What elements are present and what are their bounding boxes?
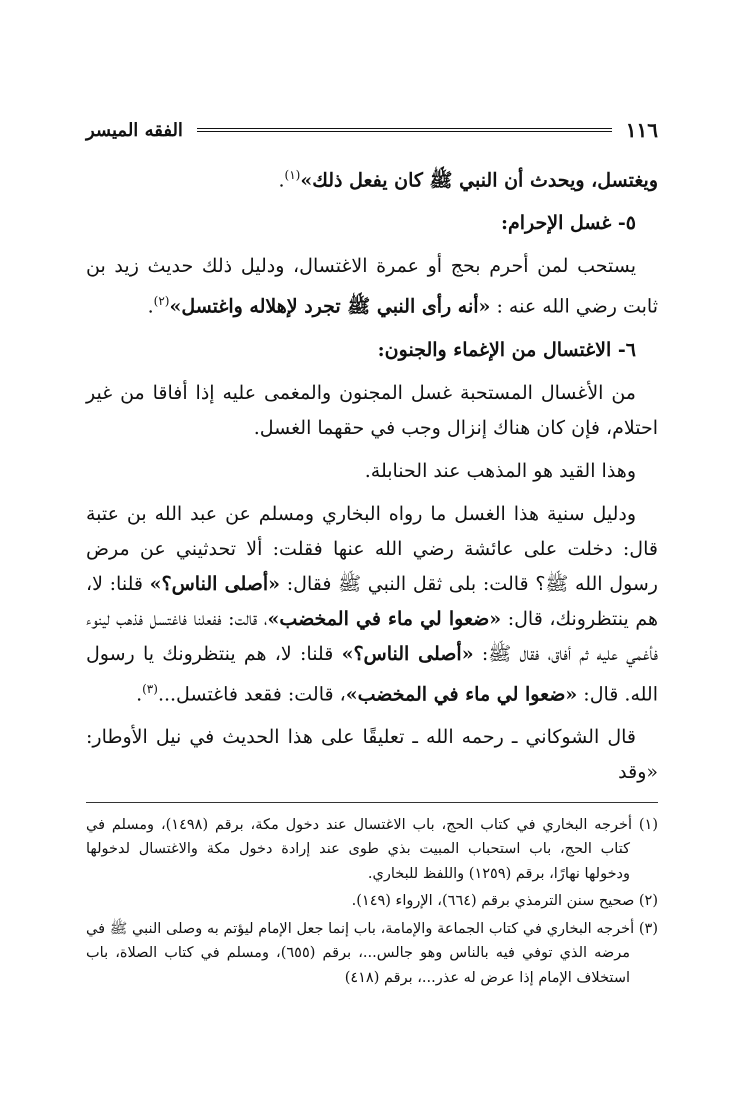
footnote-ref-1: (١) — [284, 168, 301, 182]
paragraph-2 — [86, 249, 658, 324]
period: . — [136, 682, 143, 705]
p5-part-a: ودليل سنية هذا الغسل ما رواه البخاري ومسلم عن عبد الله بن عتبة قال: دخلت على عائشة رضي الله عنها فقلت: ألا تحدثيني عن مرض رسول الله ﷺ؟ قالت: بلى ثقل النبي ﷺ فقال: — [86, 502, 658, 595]
period: . — [278, 169, 285, 192]
running-header — [86, 112, 658, 148]
footnote-separator — [86, 802, 658, 803]
p5-part-i: ، قالت: فقعد فاغتسل... — [157, 682, 346, 705]
main-text — [86, 158, 658, 790]
header-rule — [197, 128, 612, 132]
p5-part-e: ، قالت: ففعلنا فاغتسل فذهب لينوء فأغمي عليه ثم أفاق، فقال ﷺ: — [86, 607, 659, 665]
p5-part-c: قلنا: لا، هم ينتظرونك، قال: — [86, 572, 659, 630]
hadith-quote-1: ويغتسل، ويحدث أن النبي ﷺ كان يفعل ذلك» — [300, 169, 658, 192]
paragraph-3: من الأغسال المستحبة غسل المجنون والمغمى عليه إذا أفاقا من غير احتلام، فإن كان هناك إنزال وجب في حقهما الغسل. — [86, 381, 658, 439]
p5-part-g: قلنا: لا، هم ينتظرونك يا رسول الله. قال: — [86, 642, 658, 705]
paragraph-4: وهذا القيد هو المذهب عند الحنابلة. — [364, 459, 636, 482]
hadith-quote-2: «أنه رأى النبي ﷺ تجرد لإهلاله واغتسل» — [169, 295, 491, 318]
footnote-ref-2: (٢) — [153, 294, 170, 309]
paragraph-1 — [86, 158, 658, 198]
hadith-quote-3: «أصلى الناس؟» — [149, 572, 281, 595]
paragraph-5 — [86, 497, 658, 712]
footnote-3: (٣) أخرجه البخاري في كتاب الجماعة والإمامة، باب إنما جعل الإمام ليؤتم به وصلى النبي ﷺ في مرضه الذي توفي فيه بالناس وهو جالس...، برقم (٦٥٥)، ومسلم في كتاب الصلاة، باب استخلاف الإمام إذا عرض له عذر...، برقم (٤١٨) — [86, 920, 658, 986]
paragraph-2-text: يستحب لمن أحرم بحج أو عمرة الاغتسال، ودليل ذلك حديث زيد بن ثابت رضي الله عنه : — [86, 255, 658, 318]
paragraph-6: قال الشوكاني ـ رحمه الله ـ تعليقًا على هذا الحديث في نيل الأوطار: «وقد — [86, 725, 658, 783]
hadith-quote-4: «ضعوا لي ماء في المخضب» — [267, 607, 502, 630]
footnote-ref-3: (٣) — [142, 681, 158, 696]
section-heading-6: ٦- الاغتسال من الإغماء والجنون: — [377, 338, 636, 361]
hadith-quote-6: «ضعوا لي ماء في المخضب» — [345, 682, 578, 705]
section-heading-5: ٥- غسل الإحرام: — [500, 212, 636, 235]
footnotes — [86, 813, 658, 991]
book-title: الفقه الميسر — [86, 119, 183, 141]
footnote-2: (٢) صحيح سنن الترمذي برقم (٦٦٤)، الإرواء (١٤٩). — [351, 893, 658, 910]
page — [86, 112, 658, 993]
hadith-quote-5: «أصلى الناس؟» — [341, 642, 474, 665]
period: . — [147, 295, 154, 318]
page-number: ١١٦ — [625, 118, 658, 142]
footnote-1: (١) أخرجه البخاري في كتاب الحج، باب الاغتسال عند دخول مكة، برقم (١٤٩٨)، ومسلم في كتاب الحج، باب استحباب المبيت بذي طوى عند إرادة دخول مكة والاغتسال لدخولها ودخولها نهارًا، برقم (١٢٥٩) واللفظ للبخاري. — [86, 816, 658, 882]
